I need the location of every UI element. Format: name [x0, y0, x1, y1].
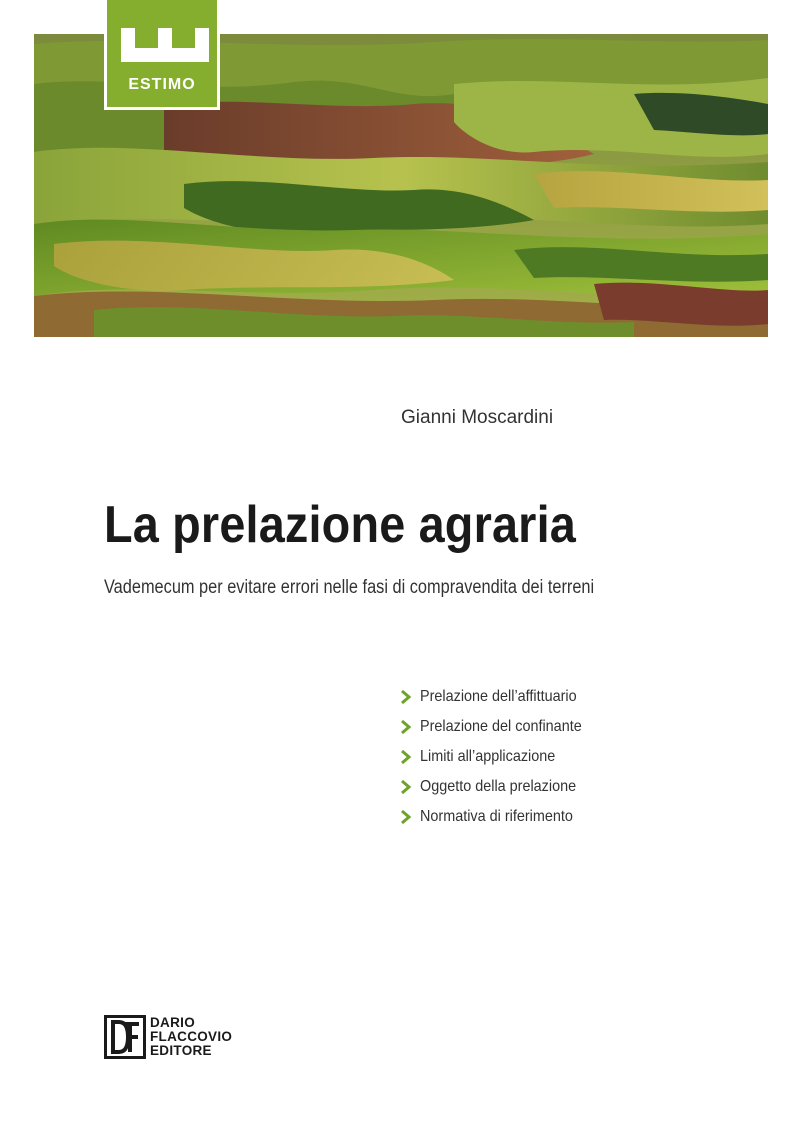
topic-text: Oggetto della prelazione	[420, 778, 577, 795]
topic-text: Limiti all’applicazione	[420, 748, 556, 765]
list-item	[400, 712, 600, 742]
publisher-name	[150, 1016, 232, 1058]
list-item	[400, 742, 600, 772]
chevron-right-icon	[400, 810, 418, 824]
publisher-line: DARIO	[150, 1015, 195, 1030]
author-name: Gianni Moscardini	[401, 407, 554, 428]
publisher-block	[104, 1015, 232, 1059]
list-item	[400, 772, 600, 802]
publisher-line: EDITORE	[150, 1043, 212, 1058]
series-badge	[104, 0, 220, 110]
chevron-right-icon	[400, 720, 418, 734]
chevron-right-icon	[400, 750, 418, 764]
chevron-right-icon	[400, 690, 418, 704]
topic-text: Normativa di riferimento	[420, 808, 573, 825]
list-item	[400, 682, 600, 712]
topics-list	[400, 682, 600, 832]
series-bars-icon	[121, 28, 209, 62]
publisher-line: FLACCOVIO	[150, 1029, 233, 1044]
series-label: ESTIMO	[128, 76, 196, 93]
list-item	[400, 802, 600, 832]
topic-text: Prelazione del confinante	[420, 718, 582, 735]
book-subtitle: Vademecum per evitare errori nelle fasi di compravendita dei terreni	[104, 577, 595, 598]
publisher-df-logo	[104, 1015, 146, 1059]
topic-text: Prelazione dell’affittuario	[420, 688, 577, 705]
chevron-right-icon	[400, 780, 418, 794]
book-title: La prelazione agraria	[104, 496, 576, 554]
